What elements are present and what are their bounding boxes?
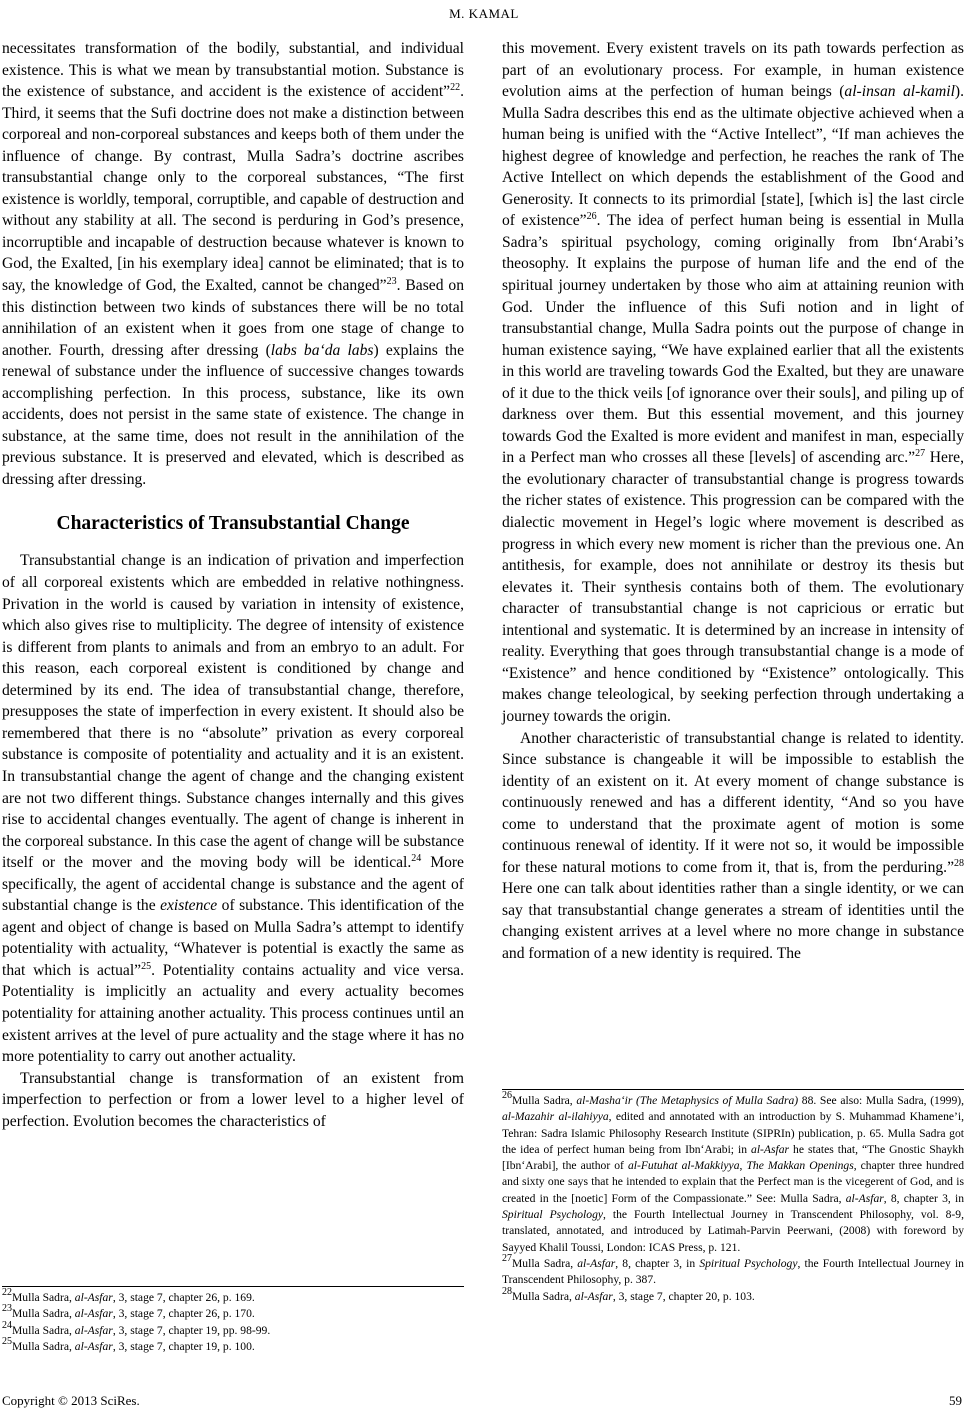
footnotes-left [2,1287,464,1355]
footnote: $^{26}$Mulla Sadra, al-Masha‘ir (The Metaphysics of Mulla Sadra) 88. See also: Mulla Sadra, (1999), al-Mazahir al-ilahiyya, edited and annotated with an introduction by S. Muhammad Khamene’i, Tehran: Sadra Islamic Philosophy Research Institute (SIPRIn) publication, p. 65. Mulla Sadra got the idea of perfect human being from Ibn‘Arabi; in al-Asfar he states that, “The Gnostic Shaykh [Ibn‘Arabi], the author of al-Futuhat al-Makkiyya, The Makkan Openings, chapter three hundred and sixty one says that he intended to explain that the Perfect man is the vicegerent of God, and is created in the [noetic] Form of the Compassionate.” See: Mulla Sadra, al-Asfar, 8, chapter 3, in Spiritual Psychology, the Fourth Intellectual Journey in Transcendent Philosophy, vol. 8-9, translated, annotated, and introduced by Latimah-Parvin Peerwani, (2008) with foreword by Sayyed Khalil Toussi, London: ICAS Press, p. 121. [502,1090,965,1254]
footnote-divider [502,1089,964,1090]
footnote-divider [2,1286,464,1287]
body-paragraph: Another characteristic of transubstantial change is related to identity. Since substance is changeable it will be impossible to establish the identity of an existent on it. At every moment of change substance is continuously renewed and has a different identity, “And so you have come to understand that the proximate agent of motion is some continuous renewal of identity. If it were not so, it would be impossible for these natural motions to come from it, that is, from the perduring.”$^{28}$ Here one can talk about identities rather than a single identity, or we can say that transubstantial change generates a stream of identities until the changing existent arrives at a level where no more change in substance and formation of a new identity is required. The [502,729,964,962]
body-paragraph: this movement. Every existent travels on its path towards perfection as part of an evolutionary process. For example, in human existence evolution aims at the perfection of human beings (al-insan al-kamil). Mulla Sadra describes this end as the ultimate objective achieved when a human being is unified with the “Active Intellect”, “If man achieves the highest degree of knowledge and perfection, he reaches the rank of The Active Intellect on which depends the establishment of the Good and Generosity. It connects to its primordial [state], [which is] the last circle of existence”$^{26}$. The idea of perfect human being is essential in Mulla Sadra’s spiritual psychology, coming originally from Ibn‘Arabi’s theosophy. It explains the purpose of human life and the end of the spiritual journey undertaken by those who aim at attaining reunion with God. Under the influence of this Sufi notion and in light of transubstantial change, Mulla Sadra points out the purpose of change in human existence saying, “We have explained earlier that all the existents in this world are traveling towards God the Exalted, but they are unaware of it due to the thick veils [of ignorance over their souls], and piling up of darkness over them. But this essential movement, and this journey towards God the Exalted is more evident and manifest in man, especially in a Perfect man who crosses all these [levels] of ascending arc.”$^{27}$ Here, the evolutionary character of transubstantial change is progress towards the richer states of existence. This progression can be compared with the dialectic movement in Hegel’s logic where movement is described as progress in which every new moment is richer than the previous one. An antithesis, for example, does not annihilate or destroy its thesis but elevates it. Their synthesis contains both of them. The evolutionary character of transubstantial change is not capricious or erratic but intentional and systematic. It is determined by an increase in intensity of reality. Everything that goes through transubstantial change is a mode of “Existence” and hence conditioned by “Existence” ontologically. This makes change teleological, by seeking perfection through undertaking a journey towards the origin. [502,40,964,725]
footnote: $^{22}$Mulla Sadra, al-Asfar, 3, stage 7, chapter 26, p. 169. [2,1287,255,1304]
page-number: 59 [949,1393,962,1408]
footnote-ref[interactable]: 24 [411,853,422,865]
footnote: $^{24}$Mulla Sadra, al-Asfar, 3, stage 7, chapter 19, pp. 98-99. [2,1319,271,1337]
running-head: M. KAMAL [449,6,519,21]
footnote-ref[interactable]: 28 [954,857,964,869]
body-paragraph: necessitates transformation of the bodily, substantial, and individual existence. This is what we mean by transubstantial motion. Substance is the existence of substance, and accident is the existence of accident”$^{22}$. Third, it seems that the Sufi doctrine does not make a distinction between corporeal and non-corporeal substances and keeps both of them under the influence of change. By contrast, Mulla Sadra’s doctrine ascribes transubstantial change only to the corporeal substances, “The first existence is worldly, temporal, corruptible, and capable of destruction and without any stability at all. The second is perduring in God’s presence, incorruptible and incapable of destruction because whatever is known to God, the Exalted, [in his exemplary idea] cannot be eliminated; that is to say, the knowledge of God, the Exalted, cannot be changed”$^{23}$. Based on this distinction between two kinds of substances there will be no total annihilation of an existent when it goes from one stage of change to another. Fourth, dressing after dressing (labs ba‘da labs) explains the renewal of substance under the influence of successive changes towards accomplishing perfection. In this process, substance, like its own accidents, does not persist in the same state of existence. The change in substance, at the same time, does not result in the annihilation of the previous substance. It is preserved and elevated, which is described as dressing after dressing. [2,40,464,488]
left-column [2,38,464,1132]
footnote: $^{28}$Mulla Sadra, al-Asfar, 3, stage 7, chapter 20, p. 103. [502,1285,755,1303]
footnotes-right [502,1090,965,1305]
section-heading: Characteristics of Transubstantial Change [56,513,410,535]
footnote-ref[interactable]: 25 [141,960,152,972]
footnote: $^{27}$Mulla Sadra, al-Asfar, 8, chapter 3, in Spiritual Psychology, the Fourth Intellectual Journey in Transcendent Philosophy, p. 387. [502,1252,964,1287]
footnote-ref[interactable]: 23 [386,276,397,288]
footnote-ref[interactable]: 27 [915,448,926,460]
footnote-ref[interactable]: 22 [450,82,461,94]
footnote: $^{23}$Mulla Sadra, al-Asfar, 3, stage 7, chapter 26, p. 170. [2,1303,255,1321]
copyright-notice: Copyright © 2013 SciRes. [2,1393,140,1408]
footnote: $^{25}$Mulla Sadra, al-Asfar, 3, stage 7, chapter 19, p. 100. [2,1335,255,1353]
footnote-ref[interactable]: 26 [586,211,597,223]
right-column [502,38,964,965]
body-paragraph: Transubstantial change is transformation of an existent from imperfection to perfection or from a lower level to a higher level of perfection. Evolution becomes the characteristics of [2,1069,464,1130]
body-paragraph: Transubstantial change is an indication of privation and imperfection of all corporeal existents which are embedded in relative nothingness. Privation in the world is caused by variation in intensity of existence, which also gives rise to multiplicity. The degree of intensity of existence is different from plants to animals and from an embryo to an adult. For this reason, each corporeal existent is conditioned by change and determined by its end. The idea of transubstantial change, therefore, presupposes the state of imperfection in every existent. It should also be remembered that there is no “absolute” privation as every corporeal substance is composite of potentiality and actuality and it is an existent. In transubstantial change the agent of change and the changing existent are not two different things. Substance changes internally and this gives rise to accidental changes eventually. The agent of change is inherent in the corporeal substance. In this case the agent of change will be substance itself or the mover and the moving body will be identical.$^{24}$ More specifically, the agent of accidental change is substance and the agent of substantial change is the existence of substance. This identification of the agent and object of change is based on Mulla Sadra’s attempt to identify potentiality with actuality, “Whatever is potential is exactly the same as that which is actual”$^{25}$. Potentiality contains actuality and vice versa. Potentiality is implicitly an actuality and every actuality becomes potentiality for attaining another actuality. This process continues until an existent arrives at the level of pure actuality and the stage where it has no more potentiality to carry out another actuality. [2,552,464,1066]
